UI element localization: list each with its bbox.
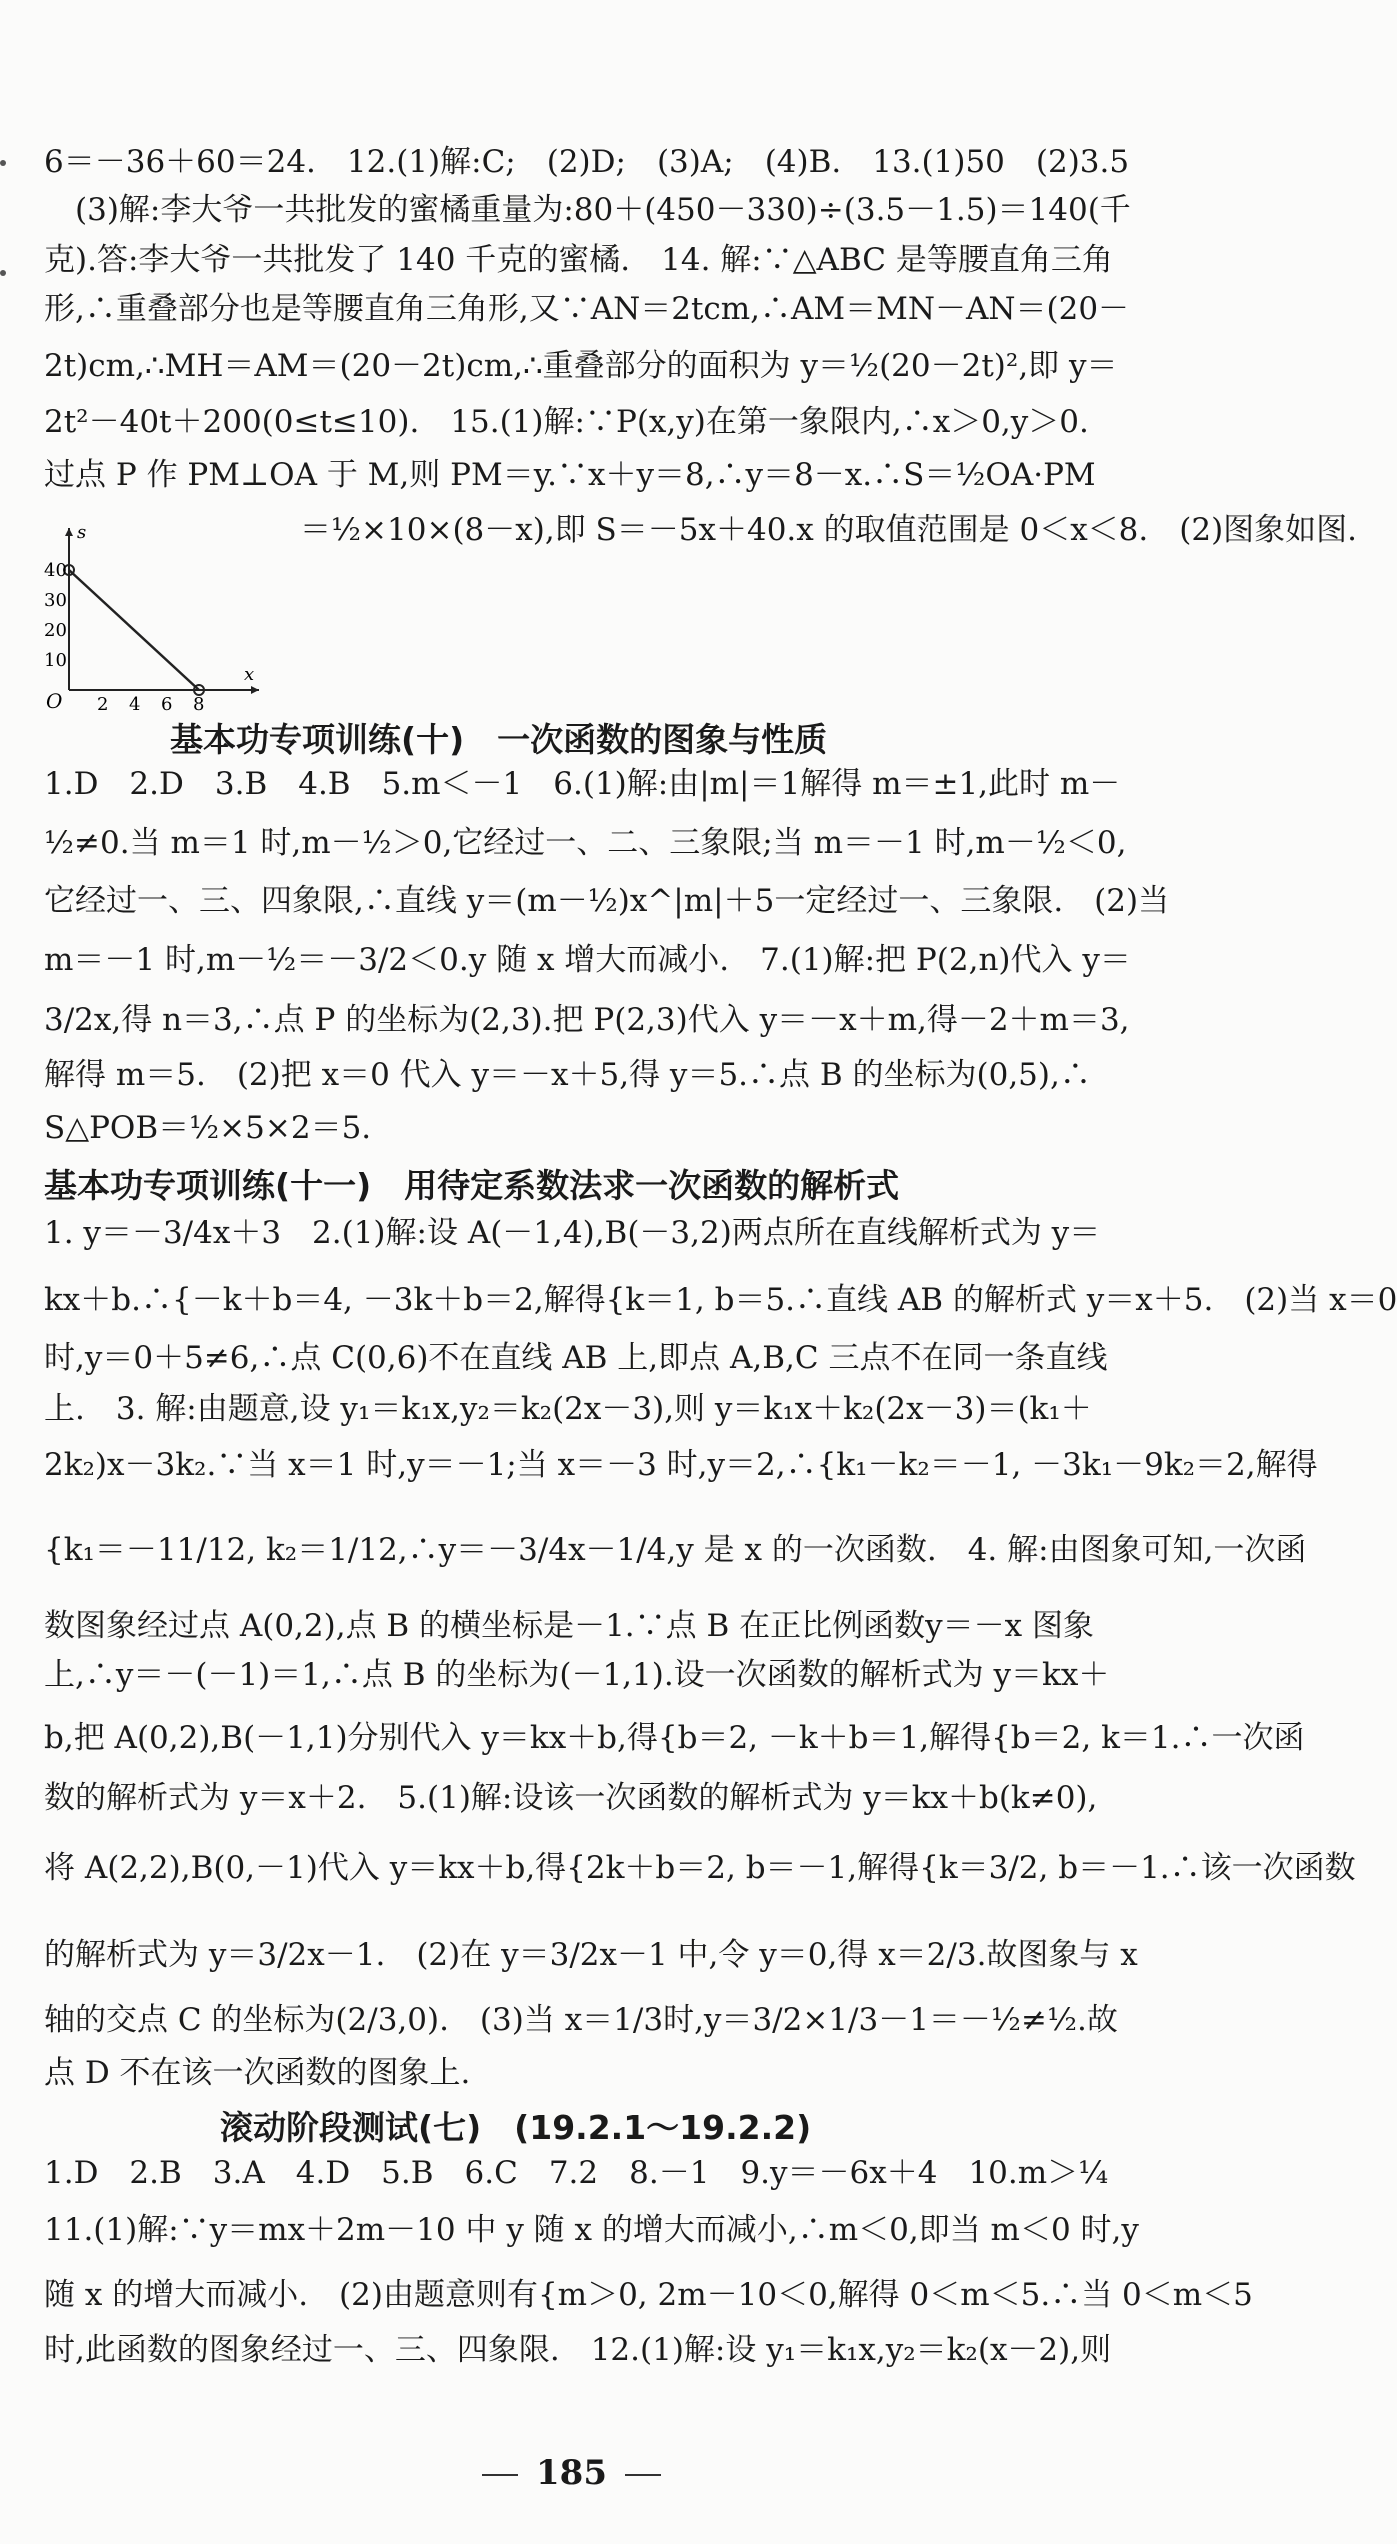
text-line: 它经过一、三、四象限,∴直线 y＝(m－½)x^|m|＋5一定经过一、三象限. (2)当: [44, 883, 1170, 919]
text-line: 11.(1)解:∵y＝mx＋2m－10 中 y 随 x 的增大而减小,∴m＜0,即当 m＜0 时,y: [44, 2212, 1139, 2248]
section-heading: 基本功专项训练(十) 一次函数的图象与性质: [170, 720, 828, 759]
text-line: 6＝－36＋60＝24. 12.(1)解:C; (2)D; (3)A; (4)B. 13.(1)50 (2)3.5: [44, 144, 1130, 180]
text-line: ＝½×10×(8－x),即 S＝－5x＋40.x 的取值范围是 0＜x＜8. (2)图象如图.: [300, 512, 1358, 548]
text-line: (3)解:李大爷一共批发的蜜橘重量为:80＋(450－330)÷(3.5－1.5)＝140(千: [44, 192, 1131, 228]
margin-dot: [0, 270, 6, 276]
text-line: 点 D 不在该一次函数的图象上.: [44, 2055, 471, 2091]
text-line: S△POB＝½×5×2＝5.: [44, 1110, 372, 1146]
text-line: 将 A(2,2),B(0,－1)代入 y＝kx＋b,得{2k＋b＝2, b＝－1,解得{k＝3/2, b＝－1.∴该一次函数: [44, 1850, 1356, 1886]
function-graph: [44, 520, 264, 715]
y-axis-arrow-icon: [65, 528, 73, 536]
text-line: 2t)cm,∴MH＝AM＝(20－2t)cm,∴重叠部分的面积为 y＝½(20－2t)²,即 y＝: [44, 348, 1118, 384]
x-axis-label: x: [244, 664, 255, 685]
section-heading: 基本功专项训练(十一) 用待定系数法求一次函数的解析式: [44, 1166, 900, 1205]
section-heading: 滚动阶段测试(七) (19.2.1～19.2.2): [220, 2108, 812, 2147]
text-line: 上. 3. 解:由题意,设 y₁＝k₁x,y₂＝k₂(2x－3),则 y＝k₁x＋k₂(2x－3)＝(k₁＋: [44, 1391, 1092, 1427]
text-line: 1. y＝－3/4x＋3 2.(1)解:设 A(－1,4),B(－3,2)两点所在直线解析式为 y＝: [44, 1215, 1101, 1251]
text-line: 1.D 2.B 3.A 4.D 5.B 6.C 7.2 8.－1 9.y＝－6x＋4 10.m＞¼: [44, 2155, 1109, 2191]
x-tick-label: 4: [129, 694, 141, 715]
text-line: {k₁＝－11/12, k₂＝1/12,∴y＝－3/4x－1/4,y 是 x 的一次函数. 4. 解:由图象可知,一次函: [44, 1532, 1307, 1568]
text-line: 数的解析式为 y＝x＋2. 5.(1)解:设该一次函数的解析式为 y＝kx＋b(k≠0),: [44, 1780, 1098, 1816]
graph-line: [69, 570, 199, 690]
text-line: 2k₂)x－3k₂.∵当 x＝1 时,y＝－1;当 x＝－3 时,y＝2,∴{k₁－k₂＝－1, －3k₁－9k₂＝2,解得: [44, 1447, 1318, 1483]
text-line: m＝－1 时,m－½＝－3/2＜0.y 随 x 增大而减小. 7.(1)解:把 P(2,n)代入 y＝: [44, 942, 1131, 978]
text-line: 1.D 2.D 3.B 4.B 5.m＜－1 6.(1)解:由|m|＝1解得 m＝±1,此时 m－: [44, 766, 1121, 802]
dash-left: [482, 2474, 518, 2476]
dash-right: [625, 2474, 661, 2476]
text-line: 数图象经过点 A(0,2),点 B 的横坐标是－1.∵点 B 在正比例函数y＝－x 图象: [44, 1608, 1094, 1644]
text-line: 2t²－40t＋200(0≤t≤10). 15.(1)解:∵P(x,y)在第一象限内,∴x＞0,y＞0.: [44, 404, 1089, 440]
text-line: 时,y＝0＋5≠6,∴点 C(0,6)不在直线 AB 上,即点 A,B,C 三点不在同一条直线: [44, 1340, 1108, 1376]
text-line: ½≠0.当 m＝1 时,m－½＞0,它经过一、二、三象限;当 m＝－1 时,m－½＜0,: [44, 825, 1127, 861]
y-tick-label: 40: [44, 560, 67, 581]
text-line: 解得 m＝5. (2)把 x＝0 代入 y＝－x＋5,得 y＝5.∴点 B 的坐标为(0,5),∴: [44, 1057, 1091, 1093]
text-line: 上,∴y＝－(－1)＝1,∴点 B 的坐标为(－1,1).设一次函数的解析式为 y＝kx＋: [44, 1657, 1110, 1693]
text-line: 随 x 的增大而减小. (2)由题意则有{m＞0, 2m－10＜0,解得 0＜m＜5.∴当 0＜m＜5: [44, 2277, 1253, 2313]
y-axis-label: s: [77, 522, 87, 543]
text-line: 形,∴重叠部分也是等腰直角三角形,又∵AN＝2tcm,∴AM＝MN－AN＝(20－: [44, 291, 1130, 327]
y-tick-label: 10: [44, 650, 67, 671]
y-tick-label: 20: [44, 620, 67, 641]
margin-dot: [0, 160, 6, 166]
y-tick-label: 30: [44, 590, 67, 611]
text-line: 的解析式为 y＝3/2x－1. (2)在 y＝3/2x－1 中,令 y＝0,得 x＝2/3.故图象与 x: [44, 1937, 1138, 1973]
origin-label: O: [46, 689, 63, 713]
text-line: 时,此函数的图象经过一、三、四象限. 12.(1)解:设 y₁＝k₁x,y₂＝k₂(x－2),则: [44, 2332, 1112, 2368]
x-axis-arrow-icon: [251, 686, 259, 694]
x-tick-label: 2: [97, 694, 109, 715]
text-line: 轴的交点 C 的坐标为(2/3,0). (3)当 x＝1/3时,y＝3/2×1/3－1＝－½≠½.故: [44, 2002, 1118, 2038]
x-tick-label: 8: [193, 694, 205, 715]
text-line: b,把 A(0,2),B(－1,1)分别代入 y＝kx＋b,得{b＝2, －k＋b＝1,解得{b＝2, k＝1.∴一次函: [44, 1720, 1305, 1756]
text-line: kx＋b.∴{－k＋b＝4, －3k＋b＝2,解得{k＝1, b＝5.∴直线 AB 的解析式 y＝x＋5. (2)当 x＝0: [44, 1282, 1397, 1318]
text-line: 克).答:李大爷一共批发了 140 千克的蜜橘. 14. 解:∵△ABC 是等腰直角三角: [44, 242, 1113, 278]
text-line: 过点 P 作 PM⊥OA 于 M,则 PM＝y.∵x＋y＝8,∴y＝8－x.∴S＝½OA·PM: [44, 457, 1096, 493]
x-tick-label: 6: [161, 694, 173, 715]
text-line: 3/2x,得 n＝3,∴点 P 的坐标为(2,3).把 P(2,3)代入 y＝－x＋m,得－2＋m＝3,: [44, 1002, 1130, 1038]
page-number-row: [0, 2453, 1143, 2493]
page-number: 185: [536, 2453, 607, 2493]
